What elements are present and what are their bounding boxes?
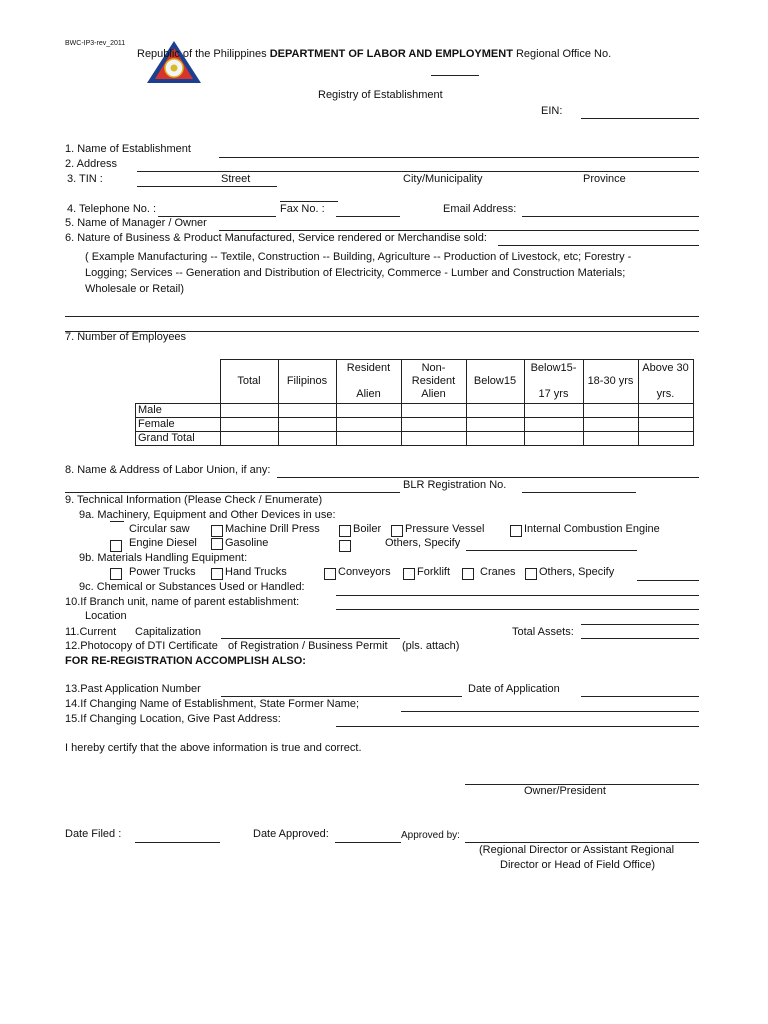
chemical-label: 9c. Chemical or Substances Used or Handled: [79, 581, 305, 593]
location-label: Location [85, 610, 127, 622]
conveyors-checkbox[interactable] [324, 568, 336, 580]
gasoline-label: Gasoline [225, 537, 269, 549]
labor-union-label: 8. Name & Address of Labor Union, if any: [65, 464, 271, 476]
date-of-application-label: Date of Application [468, 683, 560, 695]
past-address-label: 15.If Changing Location, Give Past Address: [65, 713, 281, 725]
gasoline-checkbox[interactable] [211, 538, 223, 550]
header-below15-17: Below15- 17 yrs [524, 360, 583, 404]
materials-handling-label: 9b. Materials Handling Equipment: [79, 552, 248, 564]
blr-field[interactable] [522, 492, 636, 493]
date-filed-label: Date Filed : [65, 828, 122, 840]
name-of-establishment-field[interactable] [219, 157, 699, 158]
others-specify-field-b[interactable] [637, 580, 699, 581]
header-below15: Below15 [466, 360, 524, 404]
cranes-checkbox[interactable] [462, 568, 474, 580]
nature-of-business-field[interactable] [498, 245, 699, 246]
past-application-label: 13.Past Application Number [65, 683, 201, 695]
address-label: 2. Address [65, 158, 117, 170]
nature-of-business-label: 6. Nature of Business & Product Manufactured, Service rendered or Merchandise sold: [65, 232, 487, 244]
location-field[interactable] [581, 624, 699, 625]
employees-label: 7. Number of Employees [65, 331, 187, 343]
regional-no-line[interactable] [431, 75, 479, 76]
street-label: Street [221, 173, 251, 185]
engine-diesel-checkbox[interactable] [110, 540, 122, 552]
table-row [136, 418, 694, 432]
email-field[interactable] [522, 216, 699, 217]
table-row [136, 404, 694, 418]
email-label: Email Address: [443, 203, 517, 215]
others-checkbox-a[interactable] [339, 540, 351, 552]
employees-table [135, 359, 694, 446]
header-resident-alien: Resident Alien [336, 360, 401, 404]
dti-certificate-label: 12.Photocopy of DTI Certificate [65, 640, 218, 652]
engine-diesel-label: Engine Diesel [129, 537, 197, 549]
address-field[interactable] [137, 171, 699, 172]
telephone-label: 4. Telephone No. : [67, 203, 157, 215]
current-label: 11.Current [65, 626, 117, 638]
pressure-vessel-label: Pressure Vessel [405, 523, 485, 535]
labor-union-field[interactable] [277, 477, 699, 478]
internal-combustion-label: Internal Combustion Engine [524, 523, 660, 535]
row-label-male: Male [136, 404, 221, 418]
internal-combustion-checkbox[interactable] [510, 525, 522, 537]
director-note-1: (Regional Director or Assistant Regional [479, 844, 675, 856]
forklift-checkbox[interactable] [403, 568, 415, 580]
attach-note: (pls. attach) [402, 640, 460, 652]
blr-label: BLR Registration No. [403, 479, 507, 491]
branch-unit-label: 10.If Branch unit, name of parent establishment: [65, 596, 300, 608]
owner-president-label: Owner/President [524, 785, 606, 797]
branch-unit-field[interactable] [336, 609, 699, 610]
form-title: Registry of Establishment [318, 89, 443, 101]
tin-label: 3. TIN : [67, 173, 103, 185]
province-label: Province [583, 173, 626, 185]
labor-union-line-2[interactable] [65, 492, 400, 493]
row-label-female: Female [136, 418, 221, 432]
ein-field[interactable] [581, 118, 699, 119]
circular-saw-checkbox[interactable] [110, 521, 124, 522]
capitalization-field[interactable] [221, 638, 400, 639]
others-checkbox-b[interactable] [525, 568, 537, 580]
date-filed-field[interactable] [135, 842, 220, 843]
fax-upper-line [280, 201, 338, 202]
past-address-field[interactable] [336, 726, 699, 727]
certification-text: I hereby certify that the above information is true and correct. [65, 742, 362, 754]
nature-example-1: ( Example Manufacturing -- Textile, Construction -- Building, Agriculture -- Production of Livestock, etc; Forestry - [85, 251, 632, 263]
header-total: Total [220, 360, 278, 404]
capitalization-label: Capitalization [135, 626, 202, 638]
row-label-grand-total: Grand Total [136, 432, 221, 446]
header-line: Republic of the Philippines DEPARTMENT OF LABOR AND EMPLOYMENT Regional Office No. [137, 48, 612, 60]
nature-example-3: Wholesale or Retail) [85, 283, 185, 295]
header-filipinos: Filipinos [278, 360, 336, 404]
machine-drill-label: Machine Drill Press [225, 523, 320, 535]
forklift-label: Forklift [417, 566, 450, 578]
city-label: City/Municipality [403, 173, 483, 185]
boiler-label: Boiler [353, 523, 382, 535]
others-specify-label-b: Others, Specify [539, 566, 615, 578]
re-registration-heading: FOR RE-REGISTRATION ACCOMPLISH ALSO: [65, 655, 306, 667]
boiler-checkbox[interactable] [339, 525, 351, 537]
former-name-field[interactable] [401, 711, 699, 712]
approved-by-field[interactable] [465, 842, 699, 843]
manager-label: 5. Name of Manager / Owner [65, 217, 207, 229]
date-of-application-field[interactable] [581, 696, 699, 697]
ein-label: EIN: [541, 105, 563, 117]
past-application-field[interactable] [221, 696, 462, 697]
table-corner [136, 360, 221, 404]
registration-permit-label: of Registration / Business Permit [228, 640, 388, 652]
name-of-establishment-label: 1. Name of Establishment [65, 143, 191, 155]
table-row [136, 432, 694, 446]
machinery-label: 9a. Machinery, Equipment and Other Devices in use: [79, 509, 336, 521]
technical-info-label: 9. Technical Information (Please Check / Enumerate) [65, 494, 323, 506]
total-assets-label: Total Assets: [512, 626, 574, 638]
nature-example-2: Logging; Services -- Generation and Distribution of Electricity, Commerce - Lumber and Construction Materials; [85, 267, 626, 279]
power-trucks-label: Power Trucks [129, 566, 196, 578]
dole-logo-icon [143, 38, 205, 86]
cranes-label: Cranes [480, 566, 516, 578]
form-code: BWC-IP3-rev_2011 [65, 40, 126, 47]
fax-field[interactable] [336, 216, 400, 217]
hand-trucks-label: Hand Trucks [225, 566, 287, 578]
nature-line-1[interactable] [65, 316, 699, 317]
date-approved-label: Date Approved: [253, 828, 329, 840]
conveyors-label: Conveyors [338, 566, 391, 578]
approved-by-label: Approved by: [401, 830, 460, 841]
header-18-30: 18-30 yrs [583, 360, 638, 404]
hand-trucks-checkbox[interactable] [211, 568, 223, 580]
tin-field[interactable] [137, 186, 277, 187]
header-non-resident-alien: Non- Resident Alien [401, 360, 466, 404]
date-approved-field[interactable] [335, 842, 401, 843]
pressure-vessel-checkbox[interactable] [391, 525, 403, 537]
total-assets-field[interactable] [581, 638, 699, 639]
chemical-field[interactable] [336, 595, 699, 596]
former-name-label: 14.If Changing Name of Establishment, State Former Name; [65, 698, 360, 710]
power-trucks-checkbox[interactable] [110, 568, 122, 580]
manager-field[interactable] [219, 230, 699, 231]
director-note-2: Director or Head of Field Office) [500, 859, 656, 871]
circular-saw-label: Circular saw [129, 523, 190, 535]
header-above-30: Above 30 yrs. [638, 360, 693, 404]
others-specify-field-a[interactable] [466, 550, 637, 551]
machine-drill-checkbox[interactable] [211, 525, 223, 537]
fax-label: Fax No. : [280, 203, 325, 215]
others-specify-label-a: Others, Specify [385, 537, 461, 549]
